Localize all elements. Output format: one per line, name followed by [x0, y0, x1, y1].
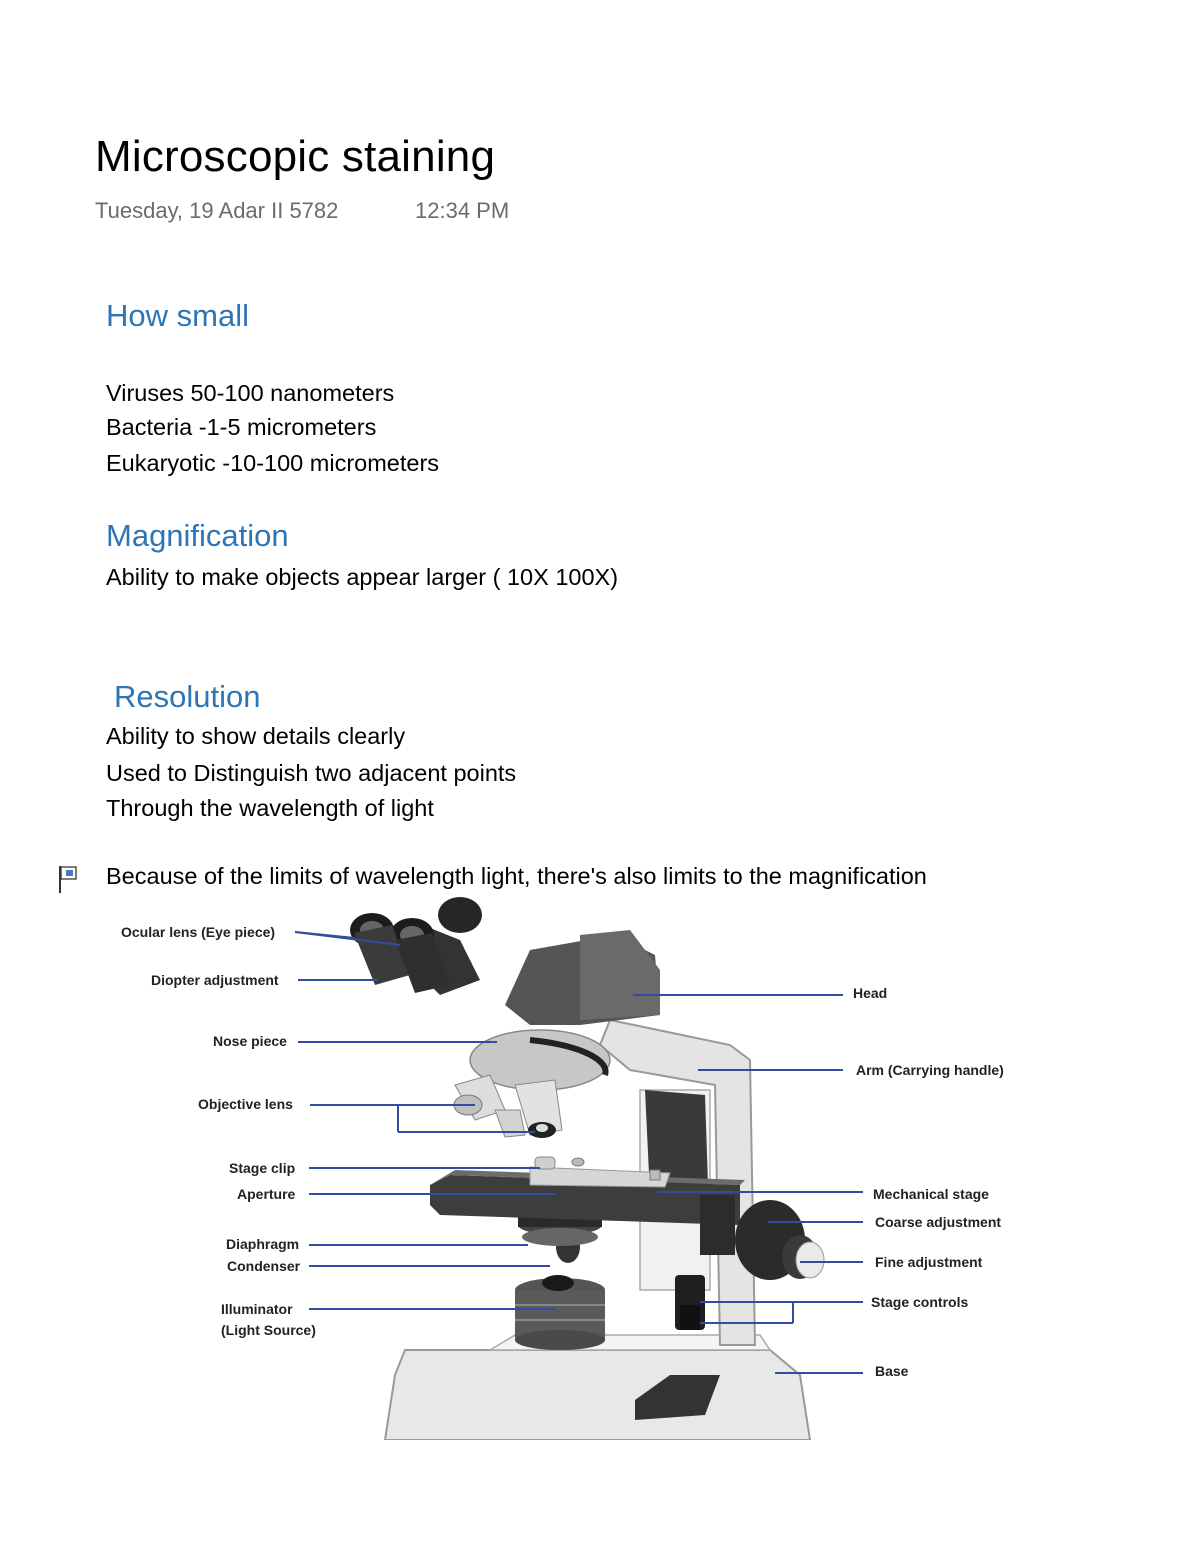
note-text: Because of the limits of wavelength light, there's also limits to the magnification	[106, 863, 927, 889]
heading-how-small: How small	[106, 298, 249, 333]
microscope-illuminator	[515, 1231, 605, 1350]
text-line: Bacteria -1-5 micrometers	[106, 414, 377, 440]
microscope-base	[385, 1335, 810, 1440]
label-nose-piece: Nose piece	[213, 1033, 287, 1049]
label-stage-controls: Stage controls	[871, 1294, 969, 1310]
label-stage-clip: Stage clip	[229, 1160, 296, 1176]
page-title: Microscopic staining	[95, 132, 496, 181]
label-coarse-adjustment: Coarse adjustment	[875, 1214, 1002, 1230]
label-fine-adjustment: Fine adjustment	[875, 1254, 983, 1270]
label-aperture: Aperture	[237, 1186, 296, 1202]
label-objective-lens: Objective lens	[198, 1096, 293, 1112]
label-ocular-lens: Ocular lens (Eye piece)	[121, 924, 276, 940]
text-line: Ability to show details clearly	[106, 723, 406, 749]
text-line: Viruses 50-100 nanometers	[106, 380, 395, 406]
label-light-source: (Light Source)	[221, 1322, 316, 1338]
label-head: Head	[853, 985, 888, 1001]
label-arm: Arm (Carrying handle)	[856, 1062, 1004, 1078]
microscope-nosepiece	[454, 1030, 610, 1138]
flag-icon[interactable]	[57, 864, 79, 894]
page-time: 12:34 PM	[415, 198, 510, 223]
label-condenser: Condenser	[227, 1258, 301, 1274]
heading-resolution: Resolution	[114, 679, 261, 714]
heading-magnification: Magnification	[106, 518, 289, 553]
label-illuminator: Illuminator	[221, 1301, 293, 1317]
page-date: Tuesday, 19 Adar II 5782	[95, 198, 339, 223]
text-line: Through the wavelength of light	[106, 795, 434, 821]
text-line: Eukaryotic -10-100 micrometers	[106, 450, 440, 476]
label-mechanical-stage: Mechanical stage	[873, 1186, 989, 1202]
label-base: Base	[875, 1363, 909, 1379]
label-diopter-adjustment: Diopter adjustment	[151, 972, 279, 988]
text-line: Used to Distinguish two adjacent points	[106, 760, 517, 786]
microscope-diagram	[110, 895, 1030, 1440]
microscope-head	[350, 897, 660, 1025]
text-line: Ability to make objects appear larger ( 10X 100X)	[106, 564, 619, 590]
label-diaphragm: Diaphragm	[226, 1236, 300, 1252]
